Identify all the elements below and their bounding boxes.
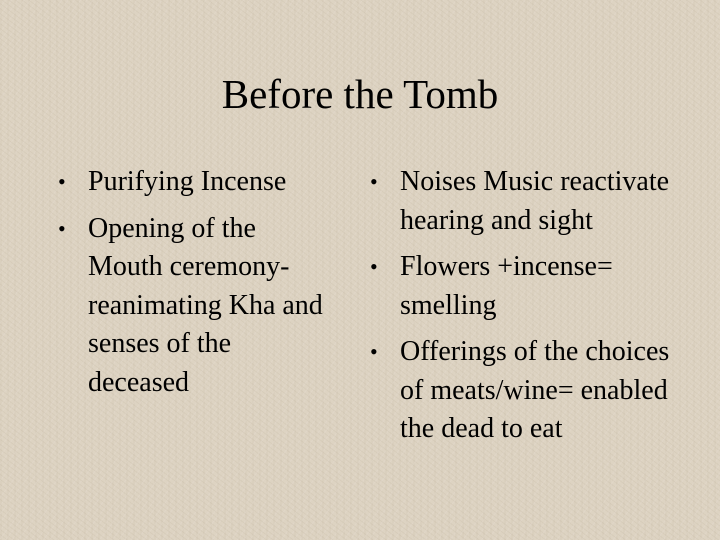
bullet-dot-icon: •	[370, 339, 378, 364]
bullet-text: Opening of the Mouth ceremony-reanimating Kha and senses of the deceased	[88, 212, 323, 398]
left-bullet-list	[58, 163, 328, 410]
right-bullet-list	[370, 163, 680, 457]
bullet-item	[370, 248, 680, 325]
bullet-text: Offerings of the choices of meats/wine= enabled the dead to eat	[400, 336, 670, 444]
bullet-dot-icon: •	[370, 254, 378, 279]
bullet-text: Flowers +incense= smelling	[400, 251, 613, 321]
bullet-item	[370, 333, 680, 449]
bullet-dot-icon: •	[58, 169, 66, 194]
bullet-item	[58, 163, 328, 202]
bullet-dot-icon: •	[370, 169, 378, 194]
bullet-text: Noises Music reactivate hearing and sight	[400, 166, 670, 236]
bullet-text: Purifying Incense	[88, 166, 287, 197]
slide-title: Before the Tomb	[221, 71, 499, 117]
bullet-item	[370, 163, 680, 240]
bullet-dot-icon: •	[58, 215, 66, 241]
bullet-item	[58, 210, 328, 403]
